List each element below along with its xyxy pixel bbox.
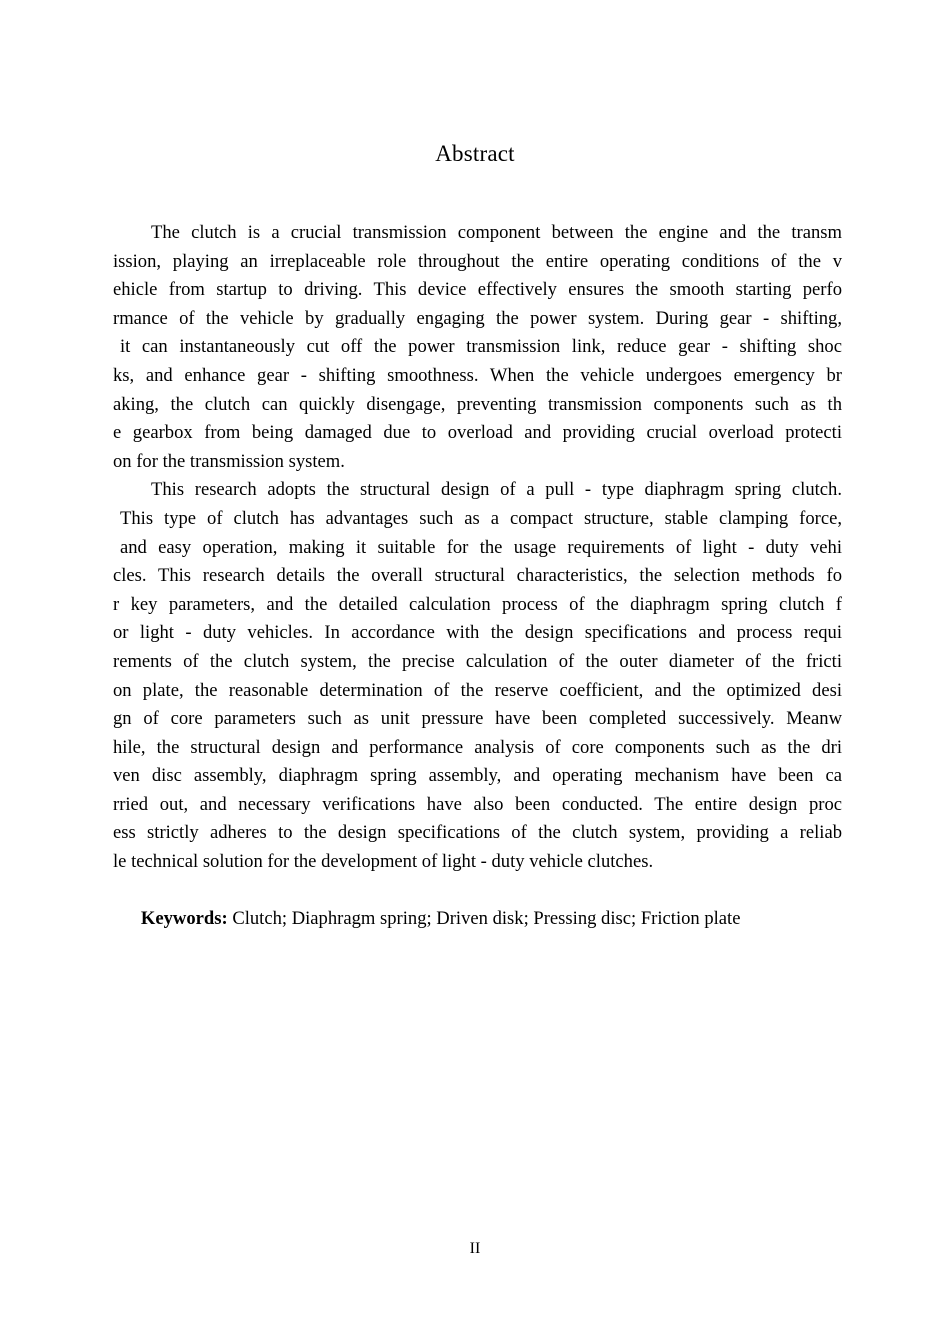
keywords-label: Keywords: xyxy=(140,908,228,930)
text-line: This type of clutch has advantages such as a compact structure, stable clamping force, xyxy=(120,507,842,529)
abstract-body xyxy=(113,219,842,962)
text-line: rried out, and necessary verifications have also been conducted. The entire design proc xyxy=(113,793,842,815)
text-line: or light - duty vehicles. In accordance with the design specifications and process requi xyxy=(113,622,842,644)
text-line: le technical solution for the development of light - duty vehicle clutches. xyxy=(113,851,654,873)
text-line: This research adopts the structural design of a pull - type diaphragm spring clutch. xyxy=(151,479,842,501)
keywords-line xyxy=(113,877,842,963)
text-line: gn of core parameters such as unit pressure have been completed successively. Meanw xyxy=(113,708,842,730)
text-line: cles. This research details the overall structural characteristics, the selection methods fo xyxy=(113,565,842,587)
text-line: ission, playing an irreplaceable role throughout the entire operating conditions of the v xyxy=(113,250,842,272)
text-line: and easy operation, making it suitable for the usage requirements of light - duty vehi xyxy=(120,536,842,558)
text-line: ess strictly adheres to the design specifications of the clutch system, providing a reliab xyxy=(113,822,842,844)
text-line: ven disc assembly, diaphragm spring assembly, and operating mechanism have been ca xyxy=(113,765,842,787)
text-line: ehicle from startup to driving. This device effectively ensures the smooth starting perfo xyxy=(113,279,842,301)
keywords-value: Clutch; Diaphragm spring; Driven disk; Pressing disc; Friction plate xyxy=(232,908,741,930)
text-line: it can instantaneously cut off the power transmission link, reduce gear - shifting shoc xyxy=(120,336,842,358)
abstract-paragraph-2 xyxy=(113,476,842,876)
page-title: Abstract xyxy=(435,141,515,167)
text-line: aking, the clutch can quickly disengage, preventing transmission components such as th xyxy=(113,393,842,415)
text-line: rmance of the vehicle by gradually engaging the power system. During gear - shifting, xyxy=(113,307,842,329)
text-line: e gearbox from being damaged due to overload and providing crucial overload protecti xyxy=(113,422,842,444)
text-line: on plate, the reasonable determination of the reserve coefficient, and the optimized desi xyxy=(113,679,842,701)
text-line: r key parameters, and the detailed calculation process of the diaphragm spring clutch f xyxy=(113,593,842,615)
page-number-footer: II xyxy=(469,1240,481,1257)
text-line: hile, the structural design and performance analysis of core components such as the dri xyxy=(113,736,842,758)
text-line: ks, and enhance gear - shifting smoothness. When the vehicle undergoes emergency br xyxy=(113,364,842,386)
abstract-paragraph-1 xyxy=(113,219,842,476)
text-line: on for the transmission system. xyxy=(113,450,345,472)
text-line: The clutch is a crucial transmission component between the engine and the transm xyxy=(151,222,842,243)
text-line: rements of the clutch system, the precise calculation of the outer diameter of the fricti xyxy=(113,650,842,672)
